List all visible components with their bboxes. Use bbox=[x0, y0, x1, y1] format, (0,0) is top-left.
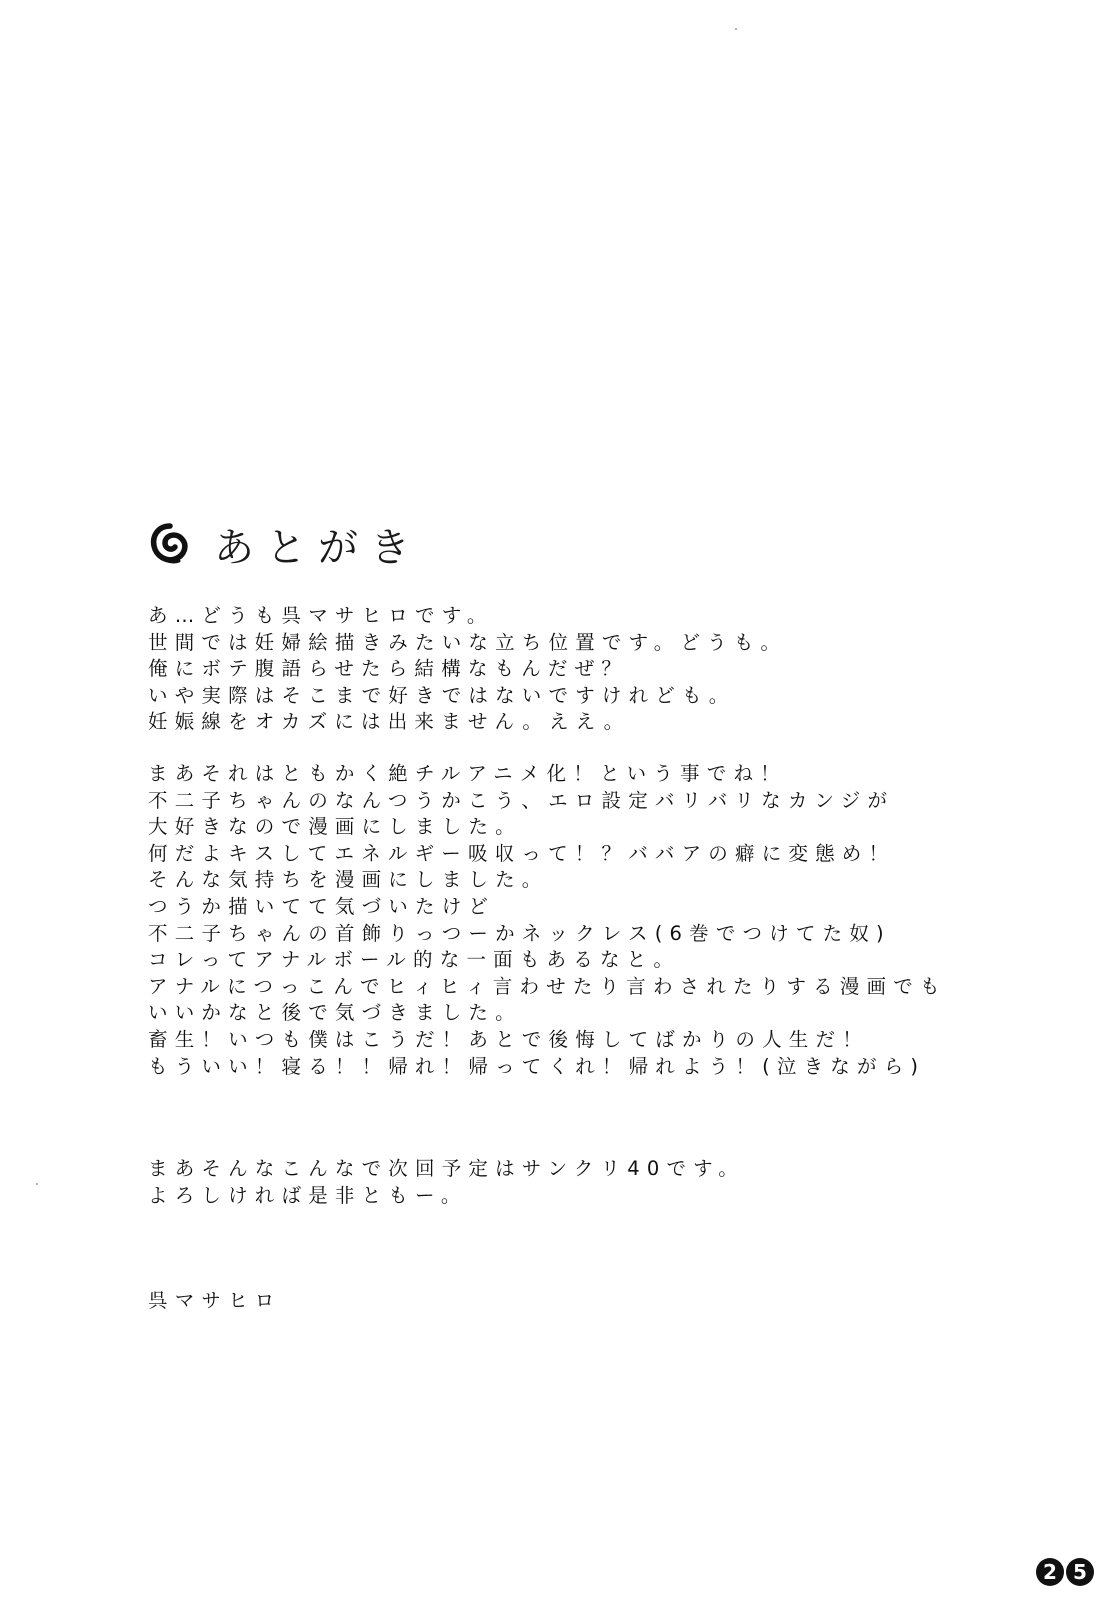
page-number-digit: 5 bbox=[1066, 1558, 1094, 1586]
paragraph-intro bbox=[148, 603, 787, 736]
paragraph-main bbox=[148, 761, 947, 1080]
text-line: あ…どうも呉マサヒロです。 bbox=[148, 604, 494, 627]
text-line: 畜生！いつも僕はこうだ！あとで後悔してばかりの人生だ！ bbox=[148, 1027, 869, 1051]
text-line: いいかなと後で気づきました。 bbox=[148, 1001, 522, 1025]
text-line: コレってアナルボール的な一面もあるなと。 bbox=[148, 948, 681, 972]
author-signature bbox=[148, 1288, 282, 1315]
text-line: 妊娠線をオカズには出来ません。ええ。 bbox=[148, 710, 631, 734]
text-line: 俺にボテ腹語らせたら結構なもんだぜ？ bbox=[148, 657, 629, 681]
text-line: もういい！寝る！！帰れ！帰ってくれ！帰れよう！(泣きながら) bbox=[148, 1054, 926, 1078]
text-line: 不二子ちゃんのなんつうかこう、エロ設定バリバリなカンジが bbox=[148, 788, 895, 812]
text-line: 不二子ちゃんの首飾りっつーかネックレス(6巻でつけてた奴) bbox=[148, 921, 891, 945]
afterword-heading bbox=[148, 518, 422, 570]
scan-speck bbox=[735, 28, 737, 30]
scan-speck bbox=[36, 1183, 38, 1185]
text-line: そんな気持ちを漫画にしました。 bbox=[148, 868, 549, 892]
text-line: まあそれはともかく絶チルアニメ化！という事でね！ bbox=[148, 762, 787, 785]
swirl-icon bbox=[148, 522, 192, 566]
page-number-digit: 2 bbox=[1036, 1558, 1064, 1586]
page-number bbox=[1036, 1558, 1094, 1586]
text-line: 世間では妊婦絵描きみたいな立ち位置です。どうも。 bbox=[148, 630, 788, 654]
paragraph-next-event bbox=[148, 1156, 745, 1209]
text-line: 何だよキスしてエネルギー吸収って！？ババアの癖に変態め！ bbox=[148, 841, 896, 865]
text-line: 大好きなので漫画にしました。 bbox=[148, 815, 522, 839]
text-line: アナルにつっこんでヒィヒィ言わせたり言わされたりする漫画でも bbox=[148, 974, 947, 998]
signature-text: 呉マサヒロ bbox=[148, 1289, 282, 1312]
text-line: つうか描いてて気づいたけど bbox=[148, 894, 496, 918]
text-line: まあそんなこんなで次回予定はサンクリ40です。 bbox=[148, 1157, 745, 1180]
afterword-title: あとがき bbox=[214, 524, 422, 571]
text-line: よろしければ是非ともー。 bbox=[148, 1183, 468, 1207]
text-line: いや実際はそこまで好きではないですけれども。 bbox=[148, 683, 736, 707]
